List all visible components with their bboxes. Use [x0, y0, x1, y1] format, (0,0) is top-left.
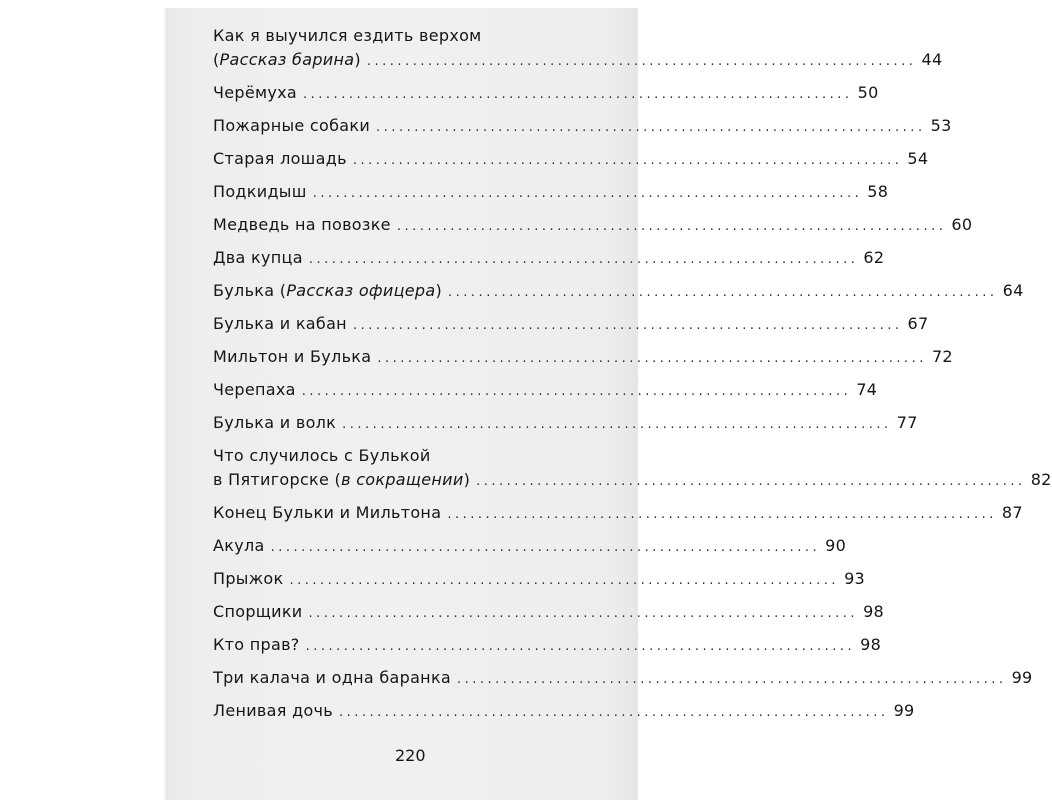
toc-entry[interactable] [213, 312, 929, 336]
toc-entry-title: Пожарные собаки [213, 116, 371, 135]
toc-entry[interactable] [213, 81, 879, 105]
leader-dots: ........................................................................ [289, 573, 840, 588]
toc-entry-title-continuation: в Пятигорске (в сокращении) [213, 470, 471, 489]
toc-entry-page: 53 [930, 116, 952, 135]
leader-dots: ........................................................................ [308, 606, 859, 621]
page-number: 220 [395, 746, 426, 765]
toc-entry-page: 54 [907, 149, 929, 168]
toc-entry-title: Булька (Рассказ офицера) [213, 281, 443, 300]
toc-entry-title: Черёмуха [213, 83, 298, 102]
toc-entry-page: 98 [860, 635, 882, 654]
toc-entry[interactable] [213, 534, 847, 558]
toc-entry-page: 90 [825, 536, 847, 555]
toc-entry-title: Булька и волк [213, 413, 337, 432]
toc-entry[interactable] [213, 378, 878, 402]
toc-entry-title: Булька и кабан [213, 314, 347, 333]
toc-entry-page: 62 [863, 248, 885, 267]
leader-dots: ........................................................................ [457, 672, 1007, 687]
leader-dots: ........................................................................ [448, 285, 998, 300]
toc-entry[interactable] [213, 411, 918, 435]
toc-entry-page: 64 [1002, 281, 1024, 300]
toc-entry-page: 99 [893, 701, 915, 720]
toc-entry-title: Спорщики [213, 602, 303, 621]
toc-entry-title: Прыжок [213, 569, 284, 588]
toc-entry-title: Старая лошадь [213, 149, 347, 168]
toc-entry-title: Акула [213, 536, 265, 555]
leader-dots: ........................................................................ [301, 384, 852, 399]
leader-dots: ........................................................................ [308, 252, 859, 267]
toc-entry[interactable] [213, 24, 943, 72]
toc-entry-page: 82 [1030, 470, 1052, 489]
toc-entry-title: Что случилось с Булькой [213, 446, 431, 465]
toc-entry-page: 98 [863, 602, 885, 621]
toc-entry-page: 77 [896, 413, 918, 432]
leader-dots: ........................................................................ [352, 153, 903, 168]
leader-dots: ........................................................................ [396, 219, 947, 234]
toc-entry-page: 60 [951, 215, 973, 234]
toc-entry-title: Кто прав? [213, 635, 300, 654]
toc-entry-page: 44 [921, 50, 943, 69]
toc-entry-page: 99 [1011, 668, 1033, 687]
toc-entry[interactable] [213, 567, 866, 591]
toc-entry-page: 50 [857, 83, 879, 102]
leader-dots: ........................................................................ [476, 474, 1026, 489]
leader-dots: ........................................................................ [342, 417, 892, 432]
leader-dots: ........................................................................ [376, 120, 926, 135]
leader-dots: ........................................................................ [270, 540, 821, 555]
toc-entry-title: Ленивая дочь [213, 701, 334, 720]
toc-entry-page: 67 [907, 314, 929, 333]
leader-dots: ........................................................................ [312, 186, 863, 201]
toc-entry-title-continuation: (Рассказ барина) [213, 50, 361, 69]
toc-entry[interactable] [213, 666, 1033, 690]
leader-dots: ........................................................................ [377, 351, 927, 366]
toc-entry-title: Три калача и одна баранка [213, 668, 452, 687]
toc-entry-page: 74 [856, 380, 878, 399]
leader-dots: ........................................................................ [305, 639, 856, 654]
leader-dots: ........................................................................ [352, 318, 903, 333]
toc-entry[interactable] [213, 345, 953, 369]
toc-entry[interactable] [213, 600, 885, 624]
toc-entry-page: 72 [931, 347, 953, 366]
toc-entry[interactable] [213, 501, 1023, 525]
toc-entry-page: 93 [844, 569, 866, 588]
toc-entry[interactable] [213, 699, 915, 723]
toc-entry-title: Медведь на повозке [213, 215, 391, 234]
toc-entry-title: Как я выучился ездить верхом [213, 26, 482, 45]
leader-dots: ........................................................................ [447, 507, 997, 522]
toc-entry[interactable] [213, 180, 889, 204]
toc-entry-title: Два купца [213, 248, 303, 267]
table-of-contents [213, 24, 1052, 732]
toc-entry-page: 87 [1001, 503, 1023, 522]
leader-dots: ........................................................................ [303, 87, 853, 102]
toc-entry-page: 58 [867, 182, 889, 201]
leader-dots: ........................................................................ [366, 54, 917, 69]
toc-entry-title: Конец Бульки и Мильтона [213, 503, 442, 522]
toc-entry[interactable] [213, 444, 1052, 492]
toc-entry-title: Подкидыш [213, 182, 307, 201]
toc-entry[interactable] [213, 114, 952, 138]
toc-entry-title: Черепаха [213, 380, 296, 399]
toc-entry[interactable] [213, 213, 973, 237]
leader-dots: ........................................................................ [339, 705, 889, 720]
toc-entry[interactable] [213, 633, 882, 657]
toc-entry-title: Мильтон и Булька [213, 347, 372, 366]
toc-entry[interactable] [213, 279, 1024, 303]
toc-entry[interactable] [213, 147, 929, 171]
toc-entry[interactable] [213, 246, 885, 270]
